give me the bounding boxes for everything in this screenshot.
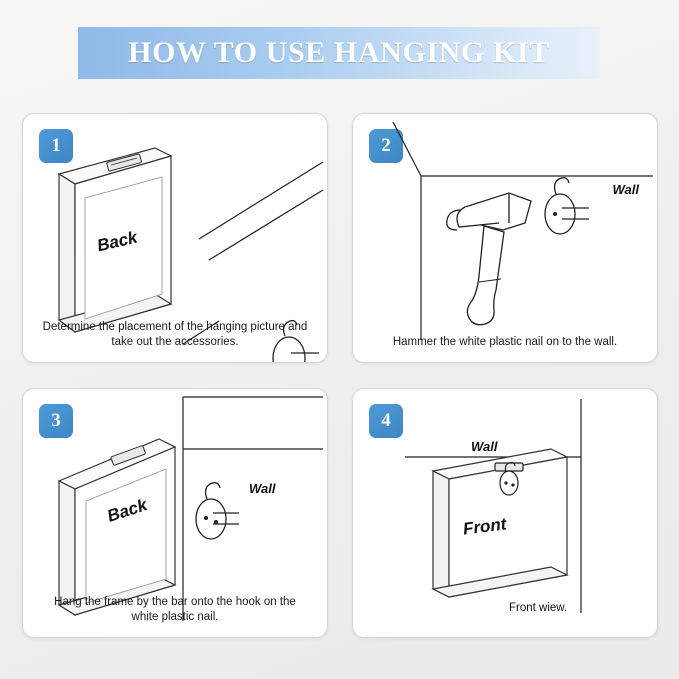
step-caption-1: Determine the placement of the hanging picture and take out the accessories. — [42, 321, 308, 348]
step-illustration-4 — [353, 389, 657, 637]
title-banner — [78, 27, 600, 79]
page-title: HOW TO USE HANGING KIT — [128, 36, 550, 69]
step-number-badge-2: 2 — [369, 129, 403, 163]
wall-label-2: Wall — [612, 182, 639, 197]
step-number-badge-1: 1 — [39, 129, 73, 163]
step-panel-4 — [352, 388, 658, 638]
step-panel-1 — [22, 113, 328, 363]
frame-face-label-1: Back — [95, 227, 140, 256]
step-illustration-2 — [353, 114, 657, 362]
step-caption-4: Front wiew. — [509, 602, 568, 614]
wall-label-4: Wall — [471, 439, 498, 454]
frame-face-label-3: Back — [104, 495, 150, 526]
step-number-badge-3: 3 — [39, 404, 73, 438]
wall-label-3: Wall — [249, 481, 276, 496]
step-caption-2: Hammer the white plastic nail on to the wall. — [392, 336, 618, 348]
frame-face-label-4: Front — [461, 514, 508, 539]
step-number-badge-4: 4 — [369, 404, 403, 438]
step-panel-3 — [22, 388, 328, 638]
step-panel-2 — [352, 113, 658, 363]
step-caption-3: Hang the frame by the bar onto the hook on the white plastic nail. — [54, 596, 296, 623]
